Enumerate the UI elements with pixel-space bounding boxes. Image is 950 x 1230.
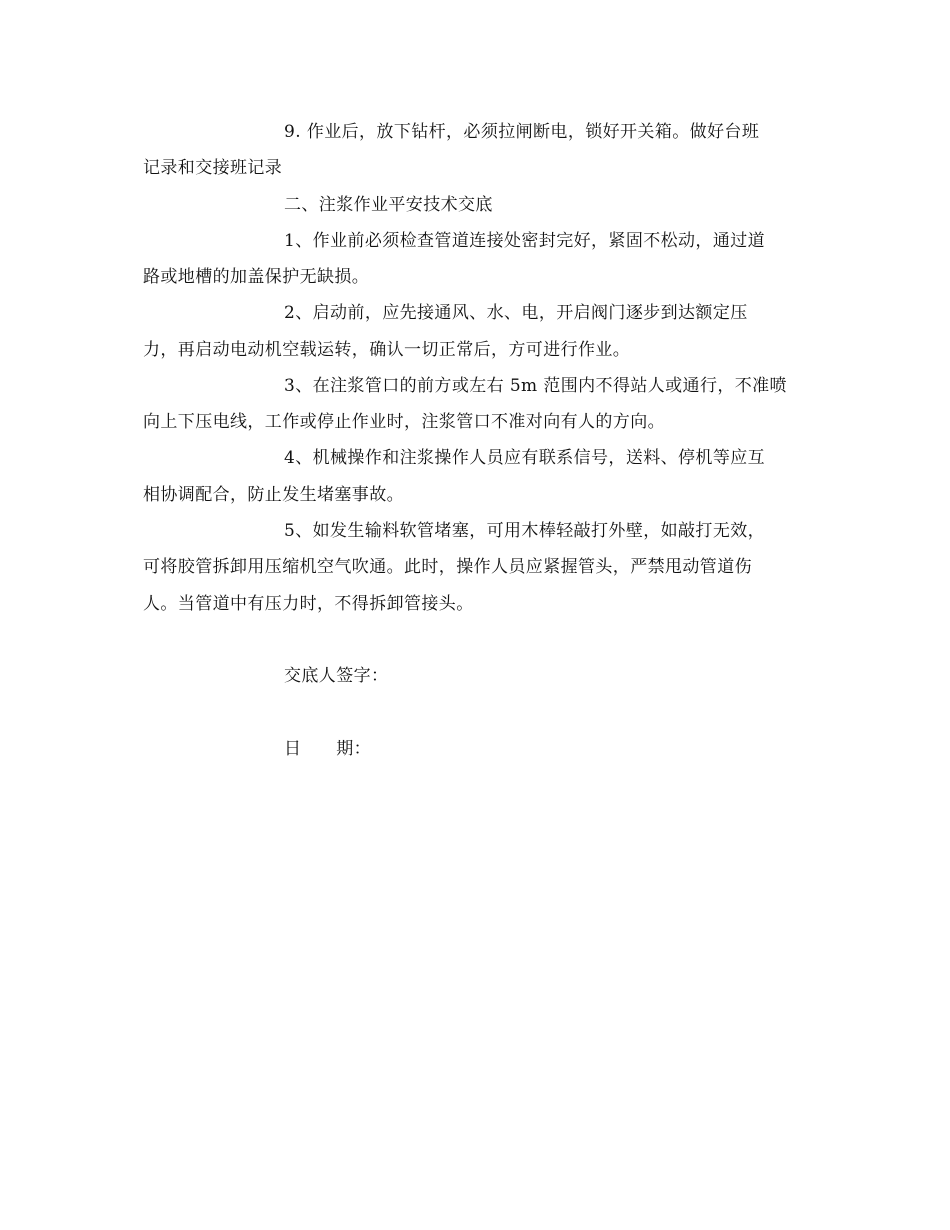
item-5-line-1: 5、如发生输料软管堵塞，可用木棒轻敲打外壁，如敲打无效， (284, 521, 766, 541)
item-4-line-2: 相协调配合，防止发生堵塞事故。 (143, 485, 404, 505)
item-1-line-2: 路或地槽的加盖保护无缺损。 (143, 267, 370, 287)
signature-label: 交底人签字： (284, 666, 389, 686)
item-2-line-1: 2、启动前，应先接通风、水、电，开启阀门逐步到达额定压 (284, 303, 748, 323)
item-9-line-1: 9. 作业后，放下钻杆，必须拉闸断电，锁好开关箱。做好台班 (284, 122, 760, 142)
item-2-line-2: 力，再启动电动机空载运转，确认一切正常后，方可进行作业。 (143, 340, 631, 360)
item-3-line-1: 3、在注浆管口的前方或左右 5m 范围内不得站人或通行，不准喷 (284, 376, 787, 396)
item-5-line-3: 人。当管道中有压力时，不得拆卸管接头。 (143, 594, 474, 614)
section-heading: 二、注浆作业平安技术交底 (284, 195, 493, 215)
item-4-line-1: 4、机械操作和注浆操作人员应有联系信号，送料、停机等应互 (284, 448, 766, 468)
item-1-line-1: 1、作业前必须检查管道连接处密封完好，紧固不松动，通过道 (284, 231, 766, 251)
item-3-line-2: 向上下压电线，工作或停止作业时，注浆管口不准对向有人的方向。 (143, 412, 665, 432)
date-label: 日 期： (284, 739, 371, 759)
item-5-line-2: 可将胶管拆卸用压缩机空气吹通。此时，操作人员应紧握管头，严禁甩动管道伤 (143, 557, 752, 577)
item-9-line-2: 记录和交接班记录 (143, 158, 283, 178)
